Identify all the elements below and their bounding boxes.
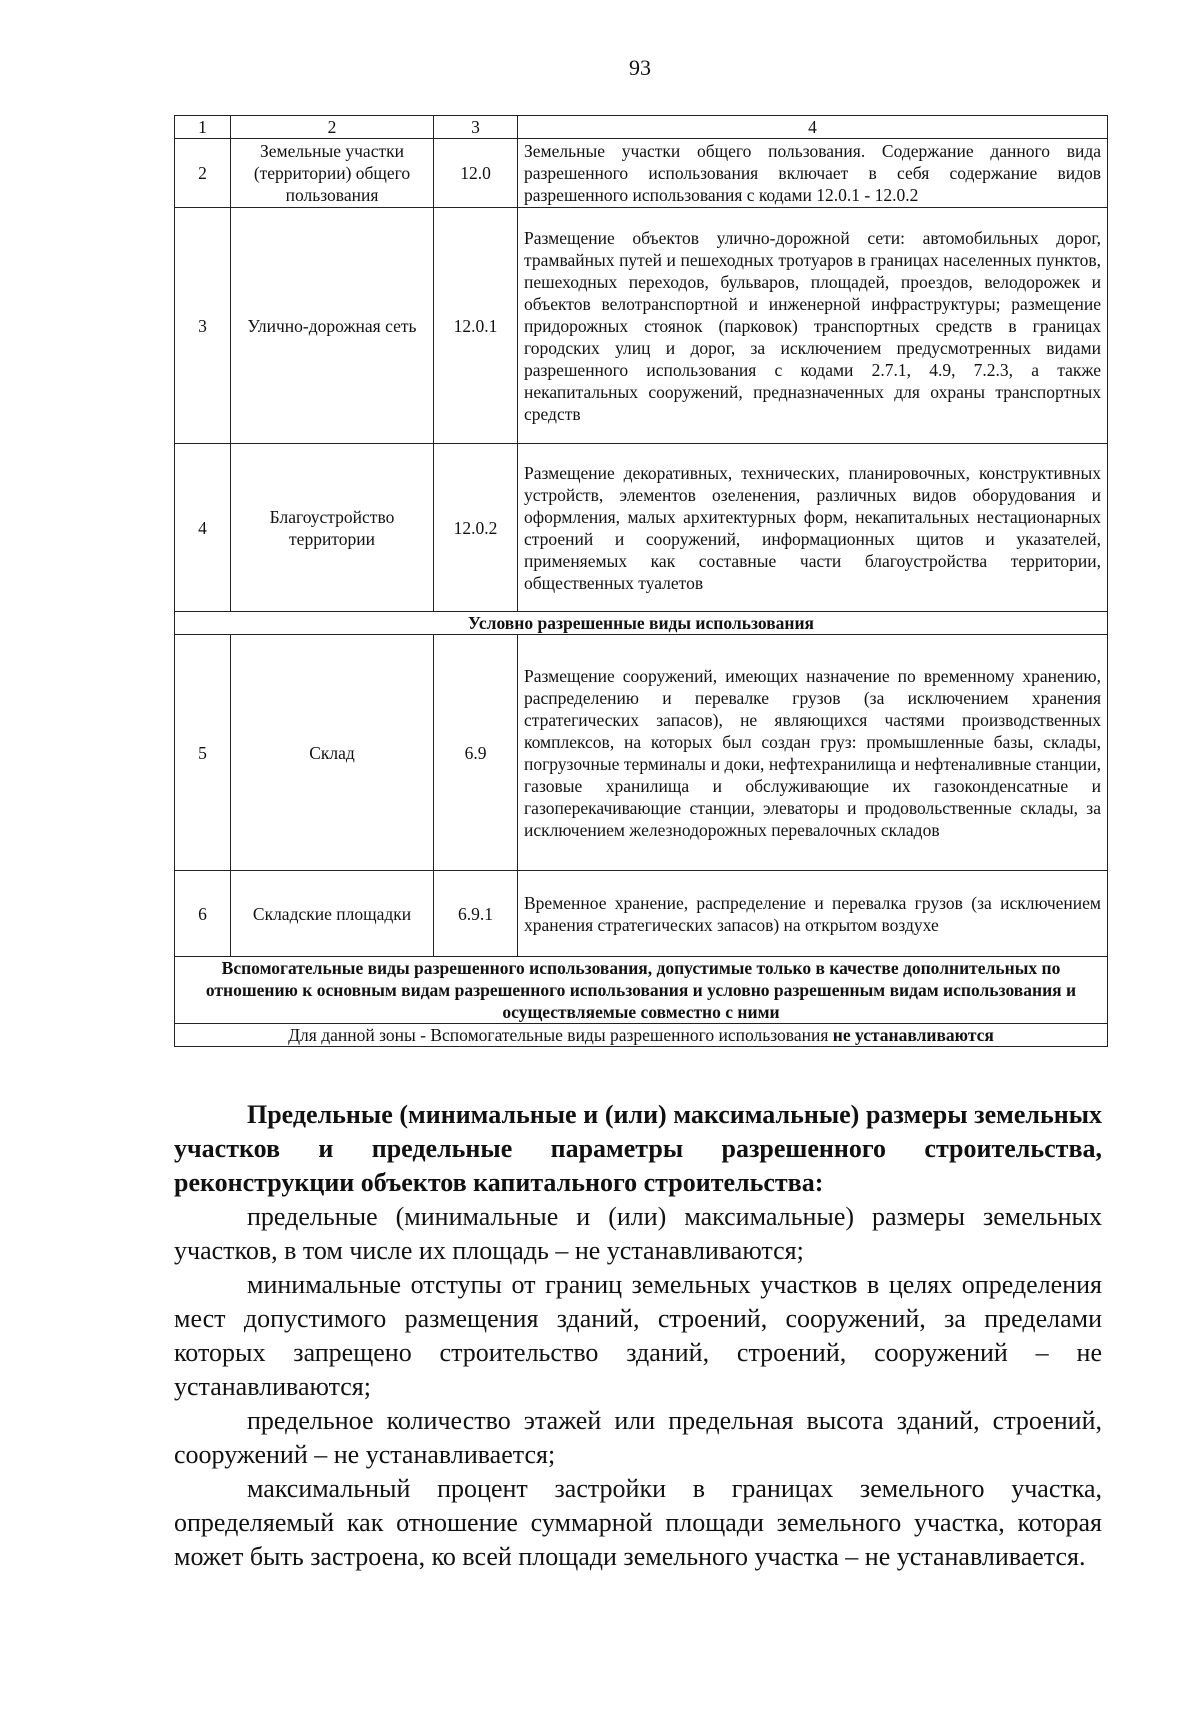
auxiliary-note-text: Для данной зоны - Вспомогательные виды разрешенного использования [288, 1025, 829, 1045]
row-number: 2 [175, 139, 231, 208]
use-code: 12.0.1 [434, 208, 518, 444]
table-row [175, 444, 1108, 612]
row-number: 6 [175, 871, 231, 957]
parameters-section [174, 1098, 1102, 1574]
parameters-heading: Предельные (минимальные и (или) максимальные) размеры земельных участков и предельные параметры разрешенного строительства, реконструкции объектов капитального строительства: [174, 1100, 1102, 1197]
use-description: Размещение сооружений, имеющих назначение по временному хранению, распределению и перевалке грузов (за исключением хранения стратегических запасов), не являющихся частями производственных комплексов, на которых был создан груз: промышленные базы, склады, погрузочные терминалы и доки, нефтехранилища и нефтеналивные станции, газовые хранилища и обслуживающие их газоконденсатные и газоперекачивающие станции, элеваторы и продовольственные склады, за исключением железнодорожных перевалочных складов [518, 635, 1108, 871]
note-row [175, 1024, 1108, 1047]
use-description: Временное хранение, распределение и перевалка грузов (за исключением хранения стратегических запасов) на открытом воздухе [518, 871, 1108, 957]
section-auxiliary-heading: Вспомогательные виды разрешенного использования, допустимые только в качестве дополнительных по отношению к основным видам разрешенного использования и условно разрешенным видам использования и осуществляемые совместно с ними [175, 957, 1108, 1024]
use-code: 6.9.1 [434, 871, 518, 957]
row-number: 4 [175, 444, 231, 612]
header-cell: 3 [434, 116, 518, 139]
use-description: Земельные участки общего пользования. Содержание данного вида разрешенного использования включает в себя содержание видов разрешенного использования с кодами 12.0.1 - 12.0.2 [518, 139, 1108, 208]
section-row [175, 612, 1108, 635]
header-cell: 4 [518, 116, 1108, 139]
use-description: Размещение объектов улично-дорожной сети: автомобильных дорог, трамвайных путей и пешеходных тротуаров в границах населенных пунктов, пешеходных переходов, бульваров, площадей, проездов, велодорожек и объектов велотранспортной и инженерной инфраструктуры; размещение придорожных стоянок (парковок) транспортных средств в границах городских улиц и дорог, за исключением предусмотренных видами разрешенного использования с кодами 2.7.1, 4.9, 7.2.3, а также некапитальных сооружений, предназначенных для охраны транспортных средств [518, 208, 1108, 444]
use-name: Земельные участки (территории) общего пользования [231, 139, 434, 208]
use-name: Благоустройство территории [231, 444, 434, 612]
auxiliary-note [175, 1024, 1108, 1047]
parameter-paragraph: максимальный процент застройки в границах земельного участка, определяемый как отношение суммарной площади земельного участка, которая может быть застроена, ко всей площади земельного участка – не устанавливается. [174, 1474, 1102, 1571]
section-row [175, 957, 1108, 1024]
section-conditional-heading: Условно разрешенные виды использования [175, 612, 1108, 635]
use-description: Размещение декоративных, технических, планировочных, конструктивных устройств, элементов озеленения, различных видов оборудования и оформления, малых архитектурных форм, некапитальных нестационарных строений и сооружений, информационных щитов и указателей, применяемых как составные части благоустройства территории, общественных туалетов [518, 444, 1108, 612]
row-number: 3 [175, 208, 231, 444]
table-header-row [175, 116, 1108, 139]
use-name: Склад [231, 635, 434, 871]
parameter-paragraph: предельные (минимальные и (или) максимальные) размеры земельных участков, в том числе их площадь – не устанавливаются; [174, 1202, 1102, 1265]
header-cell: 2 [231, 116, 434, 139]
table-row [175, 208, 1108, 444]
use-code: 6.9 [434, 635, 518, 871]
permitted-use-table [174, 115, 1108, 1047]
parameter-paragraph: предельное количество этажей или предельная высота зданий, строений, сооружений – не устанавливается; [174, 1406, 1102, 1469]
row-number: 5 [175, 635, 231, 871]
use-code: 12.0 [434, 139, 518, 208]
use-name: Складские площадки [231, 871, 434, 957]
use-code: 12.0.2 [434, 444, 518, 612]
table-row [175, 139, 1108, 208]
header-cell: 1 [175, 116, 231, 139]
page-number: 93 [629, 55, 651, 80]
use-name: Улично-дорожная сеть [231, 208, 434, 444]
table-row [175, 635, 1108, 871]
table-row [175, 871, 1108, 957]
auxiliary-note-emphasis: не устанавливаются [832, 1025, 994, 1045]
parameter-paragraph: минимальные отступы от границ земельных участков в целях определения мест допустимого размещения зданий, строений, сооружений, за пределами которых запрещено строительство зданий, строений, сооружений – не устанавливаются; [174, 1270, 1102, 1401]
